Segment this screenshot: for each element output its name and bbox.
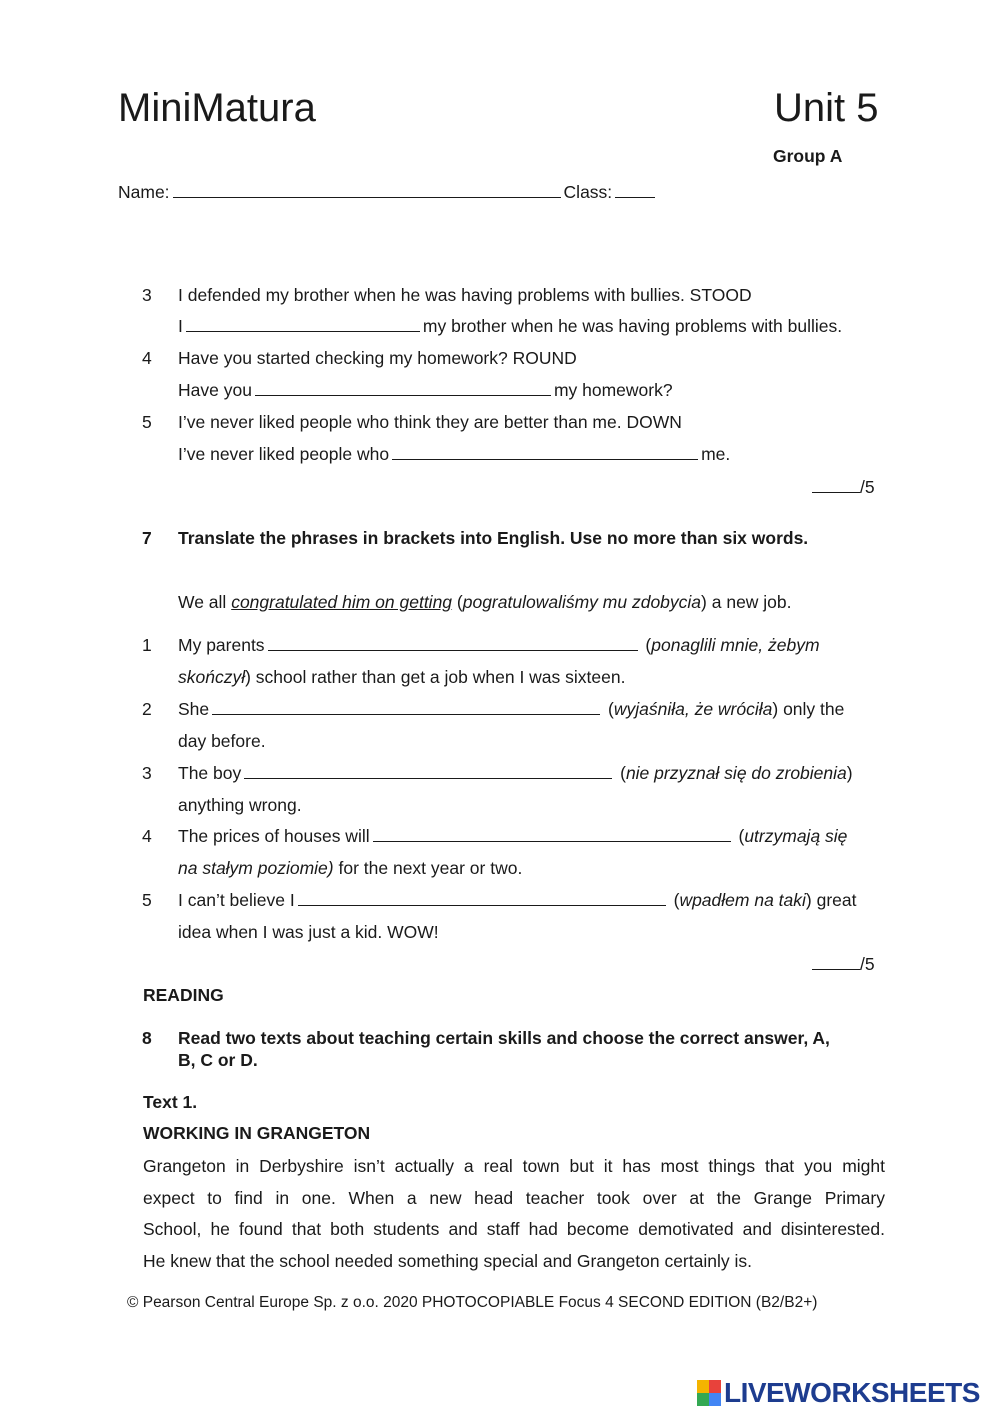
exercise-number: 8 — [142, 1028, 152, 1048]
class-label: Class: — [563, 182, 613, 202]
item-number: 2 — [142, 699, 152, 719]
translation-item: The boy (nie przyznał się do zrobienia) — [178, 763, 853, 783]
exercise-instruction: Translate the phrases in brackets into English. Use no more than six words. — [178, 528, 809, 548]
item-prompt: I’ve never liked people who think they are better than me. DOWN — [178, 412, 682, 432]
answer-blank[interactable] — [373, 826, 731, 842]
translation-item: I can’t believe I (wpadłem na taki) great — [178, 890, 857, 910]
item-number: 3 — [142, 285, 152, 305]
example-answer: congratulated him on getting — [231, 592, 453, 612]
item-number: 3 — [142, 763, 152, 783]
item-answer-line: I’ve never liked people who me. — [178, 444, 731, 464]
exercise-number: 7 — [142, 528, 152, 548]
item-number: 4 — [142, 348, 152, 368]
class-field[interactable] — [615, 182, 655, 198]
unit-label: Unit 5 — [774, 86, 879, 130]
translation-item: The prices of houses will (utrzymają się — [178, 826, 848, 846]
answer-blank[interactable] — [298, 890, 666, 906]
answer-blank[interactable] — [186, 316, 420, 332]
score-box: /5 — [812, 477, 875, 498]
group-label: Group A — [773, 146, 843, 166]
paragraph-line: He knew that the school needed something special and Grangeton certainly is. — [143, 1251, 752, 1271]
answer-blank[interactable] — [268, 635, 638, 651]
example-sentence: We all congratulated him on getting (pogratulowaliśmy mu zdobycia) a new job. — [178, 592, 792, 612]
section-heading: READING — [143, 985, 224, 1005]
name-label: Name: — [118, 182, 170, 202]
item-prompt: I defended my brother when he was having problems with bullies. STOOD — [178, 285, 752, 305]
liveworksheets-wordmark: LIVEWORKSHEETS — [724, 1377, 980, 1408]
paragraph-line: expect to find in one. When a new head teacher took over at the Grange Primary — [143, 1188, 885, 1208]
liveworksheets-icon — [697, 1380, 721, 1406]
answer-blank[interactable] — [212, 699, 600, 715]
translation-item: My parents (ponaglili mnie, żebym — [178, 635, 820, 655]
text-label: Text 1. — [143, 1092, 198, 1112]
score-box: /5 — [812, 954, 875, 975]
text-title: WORKING IN GRANGETON — [143, 1123, 371, 1143]
item-number: 5 — [142, 890, 152, 910]
item-prompt: Have you started checking my homework? ROUND — [178, 348, 577, 368]
liveworksheets-logo[interactable] — [697, 1378, 980, 1408]
answer-blank[interactable] — [255, 380, 551, 396]
item-number: 5 — [142, 412, 152, 432]
name-field[interactable] — [173, 182, 561, 198]
exercise-instruction: Read two texts about teaching certain skills and choose the correct answer, A, — [178, 1028, 830, 1048]
translation-item: She (wyjaśniła, że wróciła) only the — [178, 699, 845, 719]
paragraph-line: Grangeton in Derbyshire isn’t actually a real town but it has most things that you might — [143, 1156, 885, 1176]
answer-blank[interactable] — [244, 763, 612, 779]
item-answer-line: I my brother when he was having problems with bullies. — [178, 316, 843, 336]
item-answer-line: Have you my homework? — [178, 380, 673, 400]
answer-blank[interactable] — [392, 444, 698, 460]
copyright-footer: © Pearson Central Europe Sp. z o.o. 2020 PHOTOCOPIABLE Focus 4 SECOND EDITION (B2/B2+) — [127, 1294, 818, 1311]
score-field[interactable] — [812, 477, 860, 493]
name-class-row — [118, 182, 658, 203]
worksheet-title: MiniMatura — [118, 86, 316, 130]
item-number: 4 — [142, 826, 152, 846]
paragraph-line: School, he found that both students and staff had become demotivated and disinterested. — [143, 1219, 885, 1239]
score-field[interactable] — [812, 954, 860, 970]
item-number: 1 — [142, 635, 152, 655]
